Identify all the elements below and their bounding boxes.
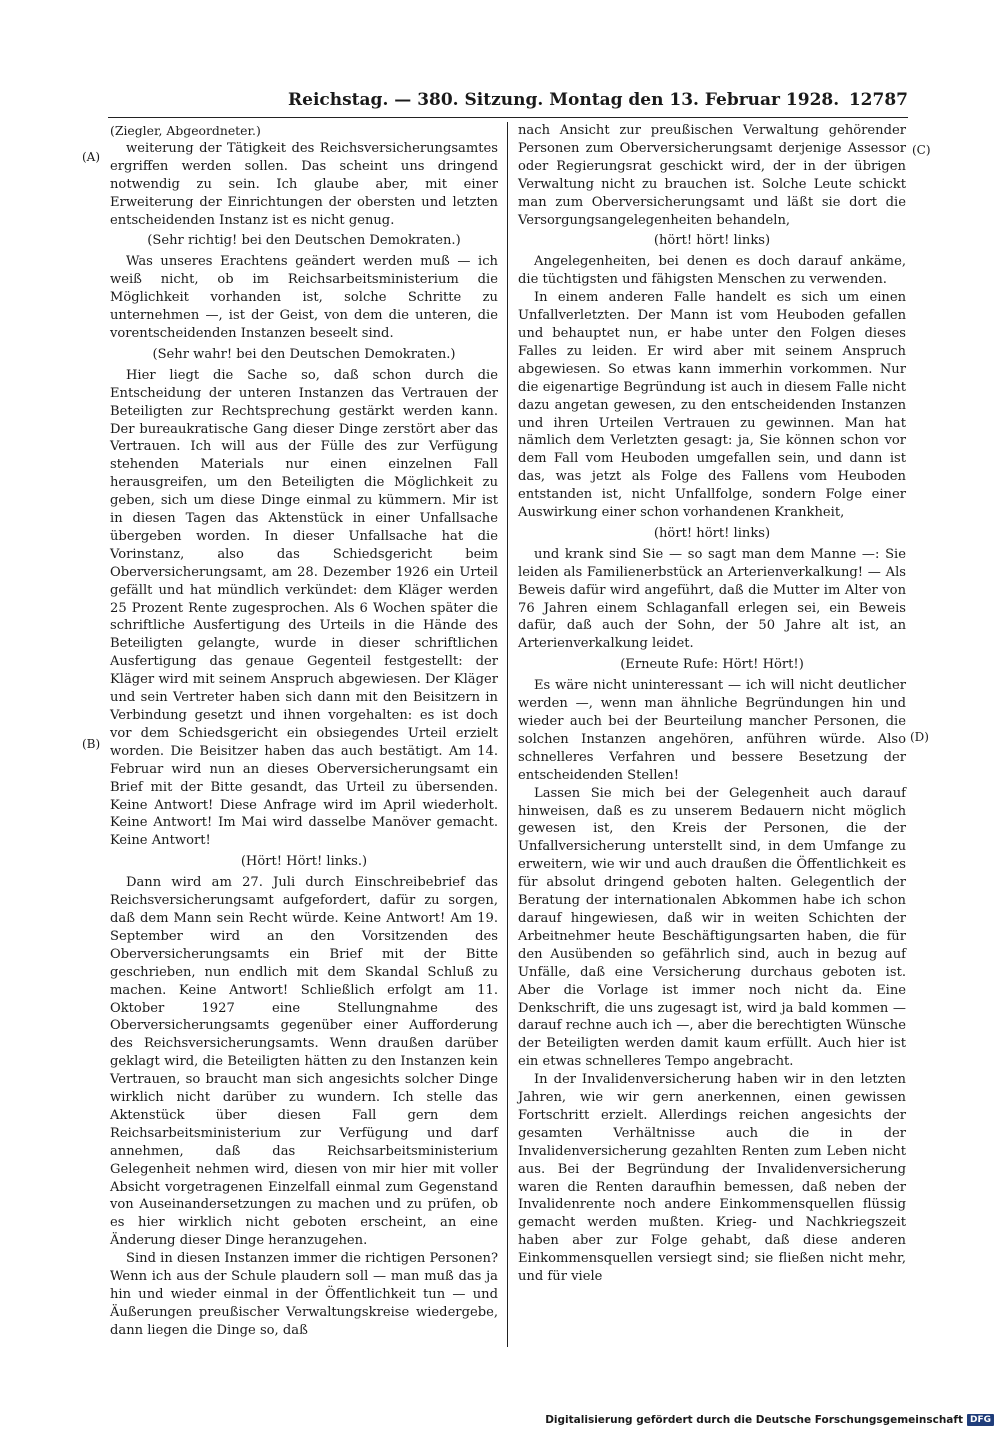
header-rule xyxy=(108,117,908,118)
footer xyxy=(545,1414,994,1426)
paragraph: nach Ansicht zur preußischen Verwaltung gehörender Personen zum Oberversicherungsamt derjenige Assessor oder Regierungsrat geschickt wird, der in der übrigen Verwaltung nicht zu brauchen ist. Solche Leute schickt man zum Oberversicherungsamt und läßt sie dort die Versorgungsangelegenheiten behandeln, xyxy=(518,123,906,228)
interjection: (Hört! Hört! links.) xyxy=(240,854,368,870)
paragraph: Es wäre nicht uninteressant — ich will nicht deutlicher werden —, wenn man ähnliche Begründungen hin und wieder auch bei der Beurteilung mancher Personen, die solchen Instanzen angehören, anführen würde. Also schnelleres Verfahren und bessere Besetzung der entscheidenden Stellen! xyxy=(518,678,906,783)
paragraph: Sind in diesen Instanzen immer die richtigen Personen? Wenn ich aus der Schule plaudern soll — man muß das ja hin und wieder einmal in der Öffentlichkeit tun — und Äußerungen preußischer Verwaltungskreise wiedergebe, dann liegen die Dinge so, daß xyxy=(110,1251,498,1338)
page-number: 12787 xyxy=(848,90,908,110)
footer-credit: Digitalisierung gefördert durch die Deutsche Forschungsgemeinschaft xyxy=(545,1414,963,1426)
left-column xyxy=(110,122,498,1340)
margin-marker-c: (C) xyxy=(912,143,931,157)
paragraph: Angelegenheiten, bei denen es doch darauf ankäme, die tüchtigsten und fähigsten Menschen zu verwenden. xyxy=(518,254,906,288)
page-header xyxy=(108,90,908,116)
paragraph: Lassen Sie mich bei der Gelegenheit auch darauf hinweisen, daß es zu unserem Bedauern nicht möglich gewesen ist, den Kreis der Personen, die der Unfallversicherung unterstellt sind, in dem Umfange zu erweitern, wie wir und auch draußen die Öffentlichkeit es für absolut dringend geboten halten. Gelegentlich der Beratung der internationalen Abkommen habe ich schon darauf hingewiesen, daß wir in weiten Schichten der Arbeitnehmer heute Beschäftigungsarten haben, die für den Ausübenden so gefährlich sind, auch in bezug auf Unfälle, daß eine Versicherung durchaus geboten ist. Aber die Vorlage ist immer noch nicht da. Eine Denkschrift, die uns zugesagt ist, wird ja bald kommen — darauf rechne auch ich —, aber die berechtigten Wünsche der Beteiligten werden damit kaum erfüllt. Auch hier ist ein etwas schnelleres Tempo angebracht. xyxy=(518,785,906,1070)
paragraph: Was unseres Erachtens geändert werden muß — ich weiß nicht, ob im Reichsarbeitsministerium die Möglichkeit vorhanden ist, solche Schritte zu unternehmen —, ist der Geist, von dem die unteren, die vorentscheidenden Instanzen beseelt sind. xyxy=(110,254,498,341)
paragraph: In einem anderen Falle handelt es sich um einen Unfallverletzten. Der Mann ist vom Heuboden gefallen und behauptet nun, er habe unter den Folgen dieses Falles zu leiden. Er wird aber mit seinem Anspruch abgewiesen. So etwas kann immerhin vorkommen. Nur die eigenartige Begründung ist auch in diesem Falle nicht dazu angetan gewesen, zu den entscheidenden Instanzen und ihren Urteilen Vertrauen zu gewinnen. Man hat nämlich dem Verletzten gesagt: ja, Sie können schon vor dem Fall vom Heuboden umgefallen sein, und dann ist das, was jetzt als Folge des Fallens vom Heuboden entstanden ist, nicht Unfallfolge, sondern Folge einer Auswirkung einer schon vorhandenen Krankheit, xyxy=(518,290,906,521)
dfg-logo: DFG xyxy=(967,1414,994,1426)
column-divider xyxy=(507,122,508,1347)
interjection: (hört! hört! links) xyxy=(653,233,771,249)
interjection: (hört! hört! links) xyxy=(653,525,771,541)
running-title: Reichstag. — 380. Sitzung. Montag den 13. Februar 1928. xyxy=(288,90,840,110)
interjection: (Sehr richtig! bei den Deutschen Demokraten.) xyxy=(147,233,461,249)
right-column xyxy=(518,122,906,1286)
paragraph: In der Invalidenversicherung haben wir in den letzten Jahren, wie wir gern anerkennen, einen gewissen Fortschritt erzielt. Allerdings reichen angesichts der gesamten Verhältnisse auch die in der Invalidenversicherung gezahlten Renten zum Leben nicht aus. Bei der Begründung der Invalidenversicherung waren die Renten daraufhin bemessen, daß neben der Invalidenrente noch andere Einkommensquellen flüssig gemacht werden mußten. Krieg- und Nachkriegszeit haben aber zur Folge gehabt, daß diese anderen Einkommensquellen versiegt sind; sie fließen nicht mehr, und für viele xyxy=(518,1072,906,1285)
interjection: (Sehr wahr! bei den Deutschen Demokraten.) xyxy=(152,346,456,362)
margin-marker-d: (D) xyxy=(910,730,929,744)
paragraph: weiterung der Tätigkeit des Reichsversicherungsamtes ergriffen werden sollen. Das scheint uns dringend notwendig zu sein. Ich glaube aber, mit einer Erweiterung der Einrichtungen der obersten und letzten entscheidenden Instanz ist es nicht genug. xyxy=(110,140,498,228)
interjection: (Erneute Rufe: Hört! Hört!) xyxy=(620,657,804,673)
paragraph: Hier liegt die Sache so, daß schon durch die Entscheidung der unteren Instanzen das Vertrauen der Beteiligten zur Rechtsprechung gestärkt werden kann. Der bureaukratische Gang dieser Dinge zerstört aber das Vertrauen. Ich will aus der Fülle des zur Verfügung stehenden Materials nur einen einzelnen Fall herausgreifen, um den Beteiligten die Möglichkeit zu geben, sich um diese Dinge einmal zu kümmern. Mir ist in diesen Tagen das Aktenstück in einer Unfallsache übergeben worden. In dieser Unfallsache hat die Vorinstanz, also das Schiedsgericht beim Oberversicherungsamt, am 28. Dezember 1926 ein Urteil gefällt und hat mündlich verkündet: dem Kläger werden 25 Prozent Rente zugesprochen. Als 6 Wochen später die schriftliche Ausfertigung des Urteils in die Hände des Beteiligten gelangte, wurde in dieser schriftlichen Ausfertigung das genaue Gegenteil festgestellt: der Kläger wird mit seinem Anspruch abgewiesen. Der Kläger und sein Vertreter haben sich dann mit den Beisitzern in Verbindung gesetzt und ihnen vorgehalten: es ist doch vor dem Schiedsgericht ein obsiegendes Urteil erzielt worden. Die Beisitzer haben das auch bestätigt. Am 14. Februar wird nun an dieses Oberversicherungsamt ein Brief mit der Bitte gesandt, das Urteil zu übersenden. Keine Antwort! Diese Anfrage wird im April wiederholt. Keine Antwort! Im Mai wird dasselbe Manöver gemacht. Keine Antwort! xyxy=(110,367,498,849)
paragraph: und krank sind Sie — so sagt man dem Manne —: Sie leiden als Familienerbstück an Arterienverkalkung! — Als Beweis dafür wird angeführt, daß die Mutter im Alter von 76 Jahren einem Schlaganfall erlegen sei, ein Beweis dafür, daß auch der Sohn, der 50 Jahre alt ist, an Arterienverkalkung leidet. xyxy=(518,546,906,652)
margin-marker-a: (A) xyxy=(82,150,101,164)
margin-marker-b: (B) xyxy=(82,737,101,751)
speaker-label: (Ziegler, Abgeordneter.) xyxy=(110,123,261,138)
paragraph: Dann wird am 27. Juli durch Einschreibebrief das Reichsversicherungsamt aufgefordert, dafür zu sorgen, daß dem Mann sein Recht würde. Keine Antwort! Am 19. September wird an den Vorsitzenden des Oberversicherungsamts ein Brief mit der Bitte geschrieben, nun endlich mit dem Skandal Schluß zu machen. Keine Antwort! Schließlich erfolgt am 11. Oktober 1927 eine Stellungnahme des Oberversicherungsamts gegenüber einer Aufforderung des Reichsversicherungsamts. Wenn draußen darüber geklagt wird, die Beteiligten hätten zu den Instanzen kein Vertrauen, so braucht man sich angesichts solcher Dinge wirklich nicht darüber zu wundern. Ich stelle das Aktenstück über diesen Fall gern dem Reichsarbeitsministerium zur Verfügung und darf annehmen, daß das Reichsarbeitsministerium Gelegenheit nehmen wird, diesen von mir hier mit voller Absicht vorgetragenen Einzelfall einmal zum Gegenstand von Auseinandersetzungen zu machen und zu prüfen, ob es hier wirklich nicht geboten erscheint, an eine Änderung dieser Dinge heranzugehen. xyxy=(110,875,498,1249)
